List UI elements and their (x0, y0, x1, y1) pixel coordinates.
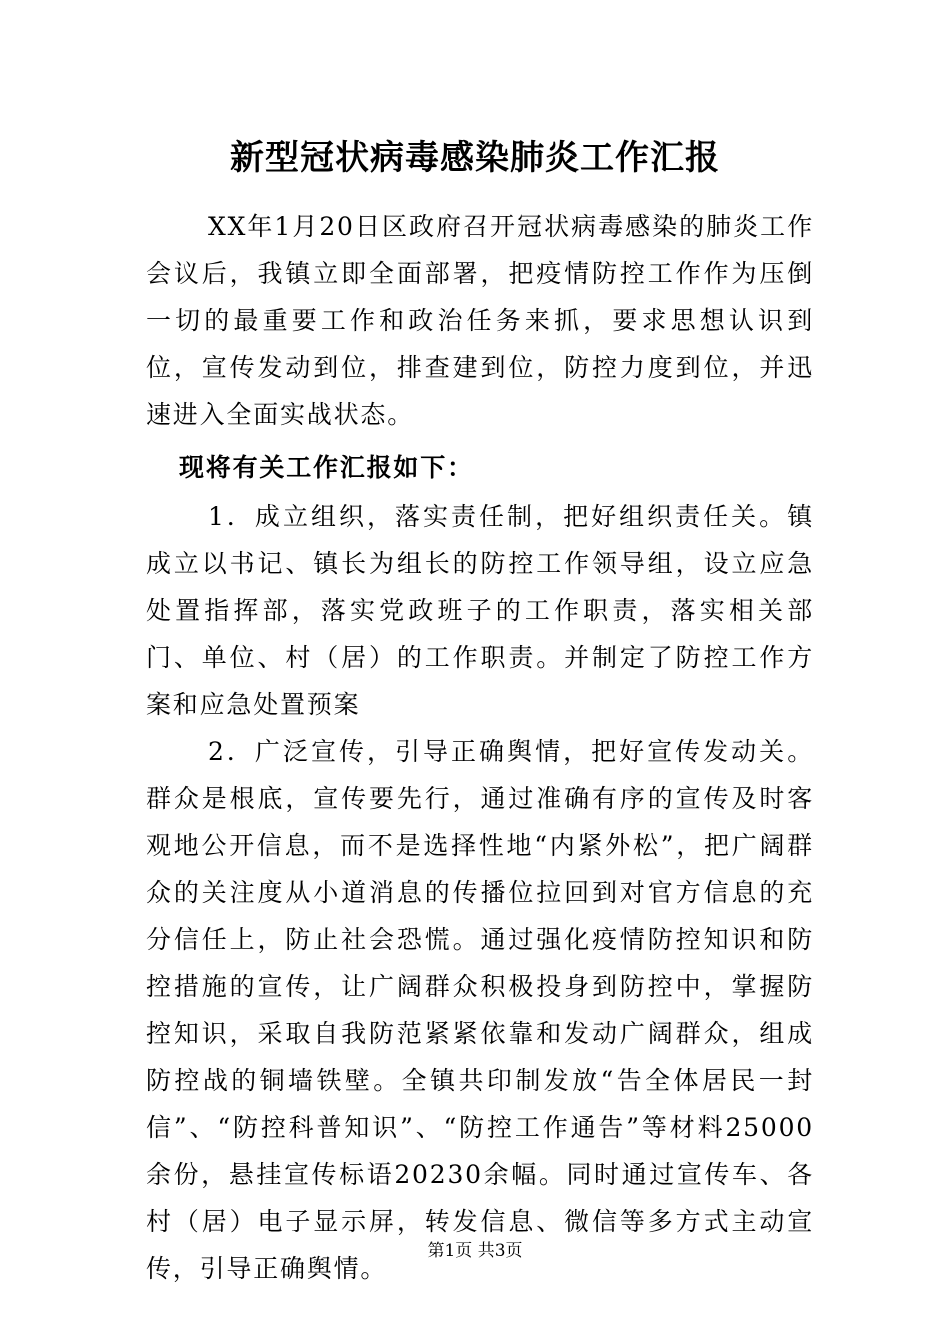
paragraph-intro: XX年1月20日区政府召开冠状病毒感染的肺炎工作会议后，我镇立即全面部署，把疫情防控工作作为压倒一切的最重要工作和政治任务来抓，要求思想认识到位，宣传发动到位，排查建到位，防控力度到位，并迅速进入全面实战状态。 (146, 212, 814, 429)
document-title: 新型冠状病毒感染肺炎工作汇报 (230, 138, 720, 178)
paragraph-report-heading: 现将有关工作汇报如下： (179, 453, 474, 482)
document-body (146, 203, 814, 1292)
paragraph-item-1: 1．成立组织，落实责任制，把好组织责任关。镇成立以书记、镇长为组长的防控工作领导组，设立应急处置指挥部，落实党政班子的工作职责，落实相关部门、单位、村（居）的工作职责。并制定了防控工作方案和应急处置预案 (146, 502, 814, 719)
paragraph-item-2: 2．广泛宣传，引导正确舆情，把好宣传发动关。群众是根底，宣传要先行，通过准确有序的宣传及时客观地公开信息，而不是选择性地“内紧外松”，把广阔群众的关注度从小道消息的传播位拉回到对官方信息的充分信任上，防止社会恐慌。通过强化疫情防控知识和防控措施的宣传，让广阔群众积极投身到防控中，掌握防控知识，采取自我防范紧紧依靠和发动广阔群众，组成防控战的铜墙铁壁。全镇共印制发放“告全体居民一封信”、“防控科普知识”、“防控工作通告”等材料25000余份，悬挂宣传标语20230余幅。同时通过宣传车、各村（居）电子显示屏，转发信息、微信等多方式主动宣传，引导正确舆情。 (146, 737, 814, 1283)
page-footer: 第1页 共3页 (427, 1241, 523, 1261)
